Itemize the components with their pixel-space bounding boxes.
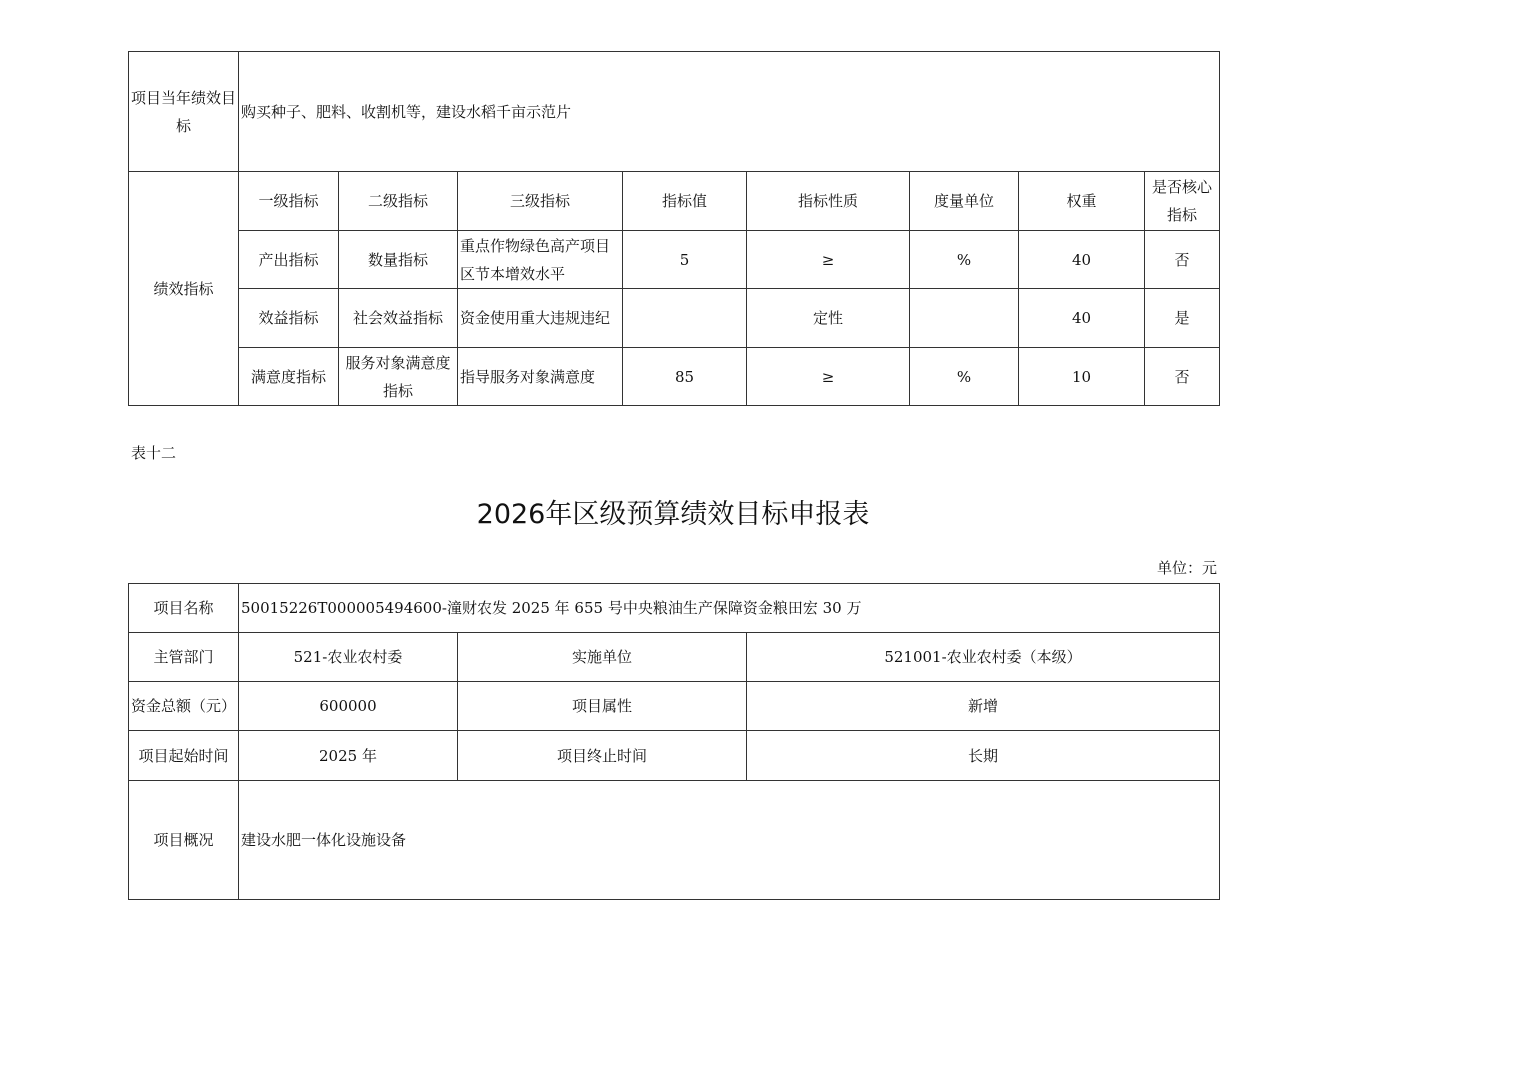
goal-label: 项目当年绩效目标 bbox=[129, 52, 239, 172]
header-cell: 是否核心指标 bbox=[1145, 172, 1220, 231]
project-name-label: 项目名称 bbox=[129, 584, 239, 633]
cell: % bbox=[910, 348, 1019, 406]
cell: % bbox=[910, 231, 1019, 289]
project-info-table bbox=[128, 583, 1220, 900]
cell: ≥ bbox=[747, 231, 910, 289]
cell: 40 bbox=[1019, 289, 1145, 348]
goal-text: 购买种子、肥料、收割机等，建设水稻千亩示范片 bbox=[239, 52, 1220, 172]
cell bbox=[910, 289, 1019, 348]
table-row bbox=[129, 289, 1220, 348]
cell bbox=[623, 289, 747, 348]
cell: 指导服务对象满意度 bbox=[458, 348, 623, 406]
impl-unit-value: 521001-农业农村委（本级） bbox=[747, 633, 1220, 682]
cell: 社会效益指标 bbox=[339, 289, 458, 348]
cell: 定性 bbox=[747, 289, 910, 348]
start-value: 2025 年 bbox=[239, 731, 458, 781]
end-label: 项目终止时间 bbox=[458, 731, 747, 781]
total-label: 资金总额（元） bbox=[129, 682, 239, 731]
cell: 40 bbox=[1019, 231, 1145, 289]
overview-value: 建设水肥一体化设施设备 bbox=[239, 781, 1220, 900]
cell: 否 bbox=[1145, 231, 1220, 289]
total-value: 600000 bbox=[239, 682, 458, 731]
cell: 是 bbox=[1145, 289, 1220, 348]
unit-note: 单位：元 bbox=[1156, 559, 1217, 577]
cell: 服务对象满意度指标 bbox=[339, 348, 458, 406]
table-row bbox=[129, 348, 1220, 406]
cell: 数量指标 bbox=[339, 231, 458, 289]
cell: 资金使用重大违规违纪 bbox=[458, 289, 623, 348]
dept-label: 主管部门 bbox=[129, 633, 239, 682]
cell: 效益指标 bbox=[239, 289, 339, 348]
document-title: 2026年区级预算绩效目标申报表 bbox=[476, 499, 870, 530]
header-cell: 三级指标 bbox=[458, 172, 623, 231]
impl-unit-label: 实施单位 bbox=[458, 633, 747, 682]
performance-goal-table bbox=[128, 51, 1220, 406]
cell: 85 bbox=[623, 348, 747, 406]
header-cell: 一级指标 bbox=[239, 172, 339, 231]
header-cell: 二级指标 bbox=[339, 172, 458, 231]
cell: 否 bbox=[1145, 348, 1220, 406]
cell: 重点作物绿色高产项目区节本增效水平 bbox=[458, 231, 623, 289]
dept-value: 521-农业农村委 bbox=[239, 633, 458, 682]
header-cell: 权重 bbox=[1019, 172, 1145, 231]
cell: ≥ bbox=[747, 348, 910, 406]
header-cell: 指标性质 bbox=[747, 172, 910, 231]
attr-value: 新增 bbox=[747, 682, 1220, 731]
cell: 产出指标 bbox=[239, 231, 339, 289]
start-label: 项目起始时间 bbox=[129, 731, 239, 781]
cell: 满意度指标 bbox=[239, 348, 339, 406]
header-cell: 指标值 bbox=[623, 172, 747, 231]
cell: 5 bbox=[623, 231, 747, 289]
cell: 10 bbox=[1019, 348, 1145, 406]
table-number-label: 表十二 bbox=[131, 444, 177, 462]
project-name-value: 50015226T000005494600-潼财农发 2025 年 655 号中央粮油生产保障资金粮田宏 30 万 bbox=[239, 584, 1220, 633]
indicators-label: 绩效指标 bbox=[129, 172, 239, 406]
overview-label: 项目概况 bbox=[129, 781, 239, 900]
end-value: 长期 bbox=[747, 731, 1220, 781]
header-cell: 度量单位 bbox=[910, 172, 1019, 231]
attr-label: 项目属性 bbox=[458, 682, 747, 731]
table-row bbox=[129, 231, 1220, 289]
